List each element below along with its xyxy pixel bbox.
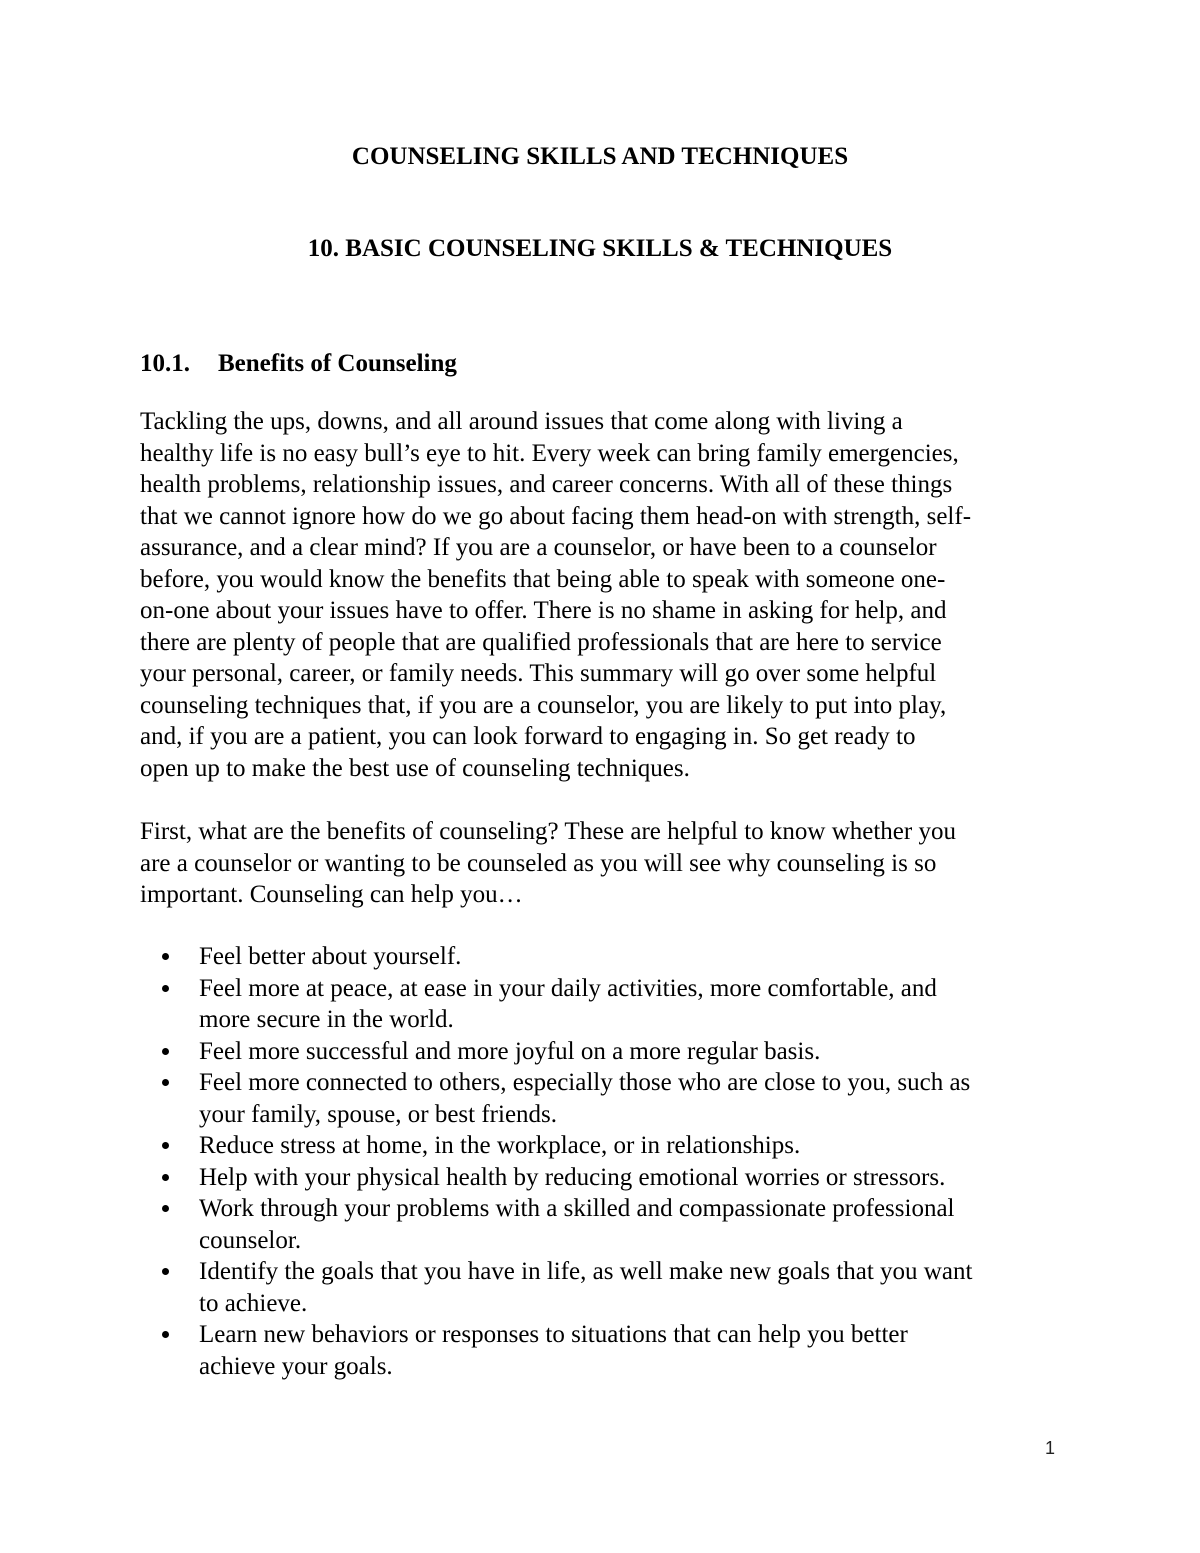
section-heading — [140, 348, 457, 380]
paragraph-line: your personal, career, or family needs. This summary will go over some helpful — [140, 660, 937, 687]
list-item-text: Work through your problems with a skilled and compassionate professional — [199, 1195, 955, 1222]
list-item-text: achieve your goals. — [199, 1352, 393, 1380]
list-item — [140, 1256, 1070, 1319]
list-item-text: Feel more successful and more joyful on a more regular basis. — [199, 1037, 821, 1065]
paragraph-line: important. Counseling can help you… — [140, 881, 523, 908]
bullet-icon — [162, 953, 169, 960]
bullet-icon — [162, 1205, 169, 1212]
paragraph-line: healthy life is no easy bull’s eye to hit. Every week can bring family emergencies, — [140, 439, 959, 467]
paragraph-line: that we cannot ignore how do we go about facing them head-on with strength, self- — [140, 502, 972, 530]
bullet-icon — [162, 1079, 169, 1086]
list-item-text: Feel more at peace, at ease in your daily activities, more comfortable, and — [199, 974, 937, 1002]
list-item — [140, 941, 1070, 973]
list-item-text: Identify the goals that you have in life, as well make new goals that you want — [199, 1258, 973, 1285]
bullet-icon — [162, 1268, 169, 1275]
list-item-text: your family, spouse, or best friends. — [199, 1100, 558, 1128]
paragraph-line: counseling techniques that, if you are a counselor, you are likely to put into play, — [140, 691, 947, 719]
list-item-text: to achieve. — [199, 1289, 308, 1317]
bullet-icon — [162, 985, 169, 992]
list-item — [140, 1319, 1070, 1382]
benefits-list — [140, 941, 1070, 1382]
paragraph-line: and, if you are a patient, you can look forward to engaging in. So get ready to — [140, 723, 916, 750]
page-number: 1 — [1045, 1438, 1056, 1458]
chapter-heading: 10. BASIC COUNSELING SKILLS & TECHNIQUES — [307, 235, 893, 262]
paragraph-line: on-one about your issues have to offer. There is no shame in asking for help, and — [140, 597, 947, 624]
benefits-intro-paragraph — [140, 816, 1070, 911]
intro-paragraph — [140, 406, 1070, 784]
list-item — [140, 973, 1070, 1036]
list-item-text: more secure in the world. — [199, 1006, 454, 1033]
section-title: Benefits of Counseling — [218, 350, 457, 377]
bullet-icon — [162, 1331, 169, 1338]
list-item — [140, 1130, 1070, 1162]
list-item — [140, 1193, 1070, 1256]
section-number: 10.1. — [140, 350, 190, 377]
list-item-text: counselor. — [199, 1226, 302, 1254]
paragraph-line: health problems, relationship issues, and career concerns. With all of these things — [140, 471, 953, 498]
list-item-text: Feel more connected to others, especially those who are close to you, such as — [199, 1069, 971, 1096]
list-item — [140, 1067, 1070, 1130]
paragraph-line: assurance, and a clear mind? If you are a counselor, or have been to a counselor — [140, 534, 937, 561]
document-title: COUNSELING SKILLS AND TECHNIQUES — [351, 143, 849, 170]
paragraph-line: open up to make the best use of counseling techniques. — [140, 754, 690, 782]
list-item-text: Learn new behaviors or responses to situations that can help you better — [199, 1321, 908, 1348]
paragraph-line: are a counselor or wanting to be counseled as you will see why counseling is so — [140, 849, 937, 877]
bullet-icon — [162, 1048, 169, 1055]
bullet-icon — [162, 1174, 169, 1181]
list-item-text: Reduce stress at home, in the workplace, or in relationships. — [199, 1132, 801, 1159]
list-item — [140, 1162, 1070, 1194]
list-item-text: Feel better about yourself. — [199, 943, 462, 970]
list-item — [140, 1036, 1070, 1068]
paragraph-line: before, you would know the benefits that being able to speak with someone one- — [140, 565, 946, 593]
paragraph-line: Tackling the ups, downs, and all around issues that come along with living a — [140, 408, 903, 435]
list-item-text: Help with your physical health by reducing emotional worries or stressors. — [199, 1163, 946, 1191]
paragraph-line: there are plenty of people that are qualified professionals that are here to service — [140, 628, 942, 656]
paragraph-line: First, what are the benefits of counseling? These are helpful to know whether you — [140, 818, 956, 845]
bullet-icon — [162, 1142, 169, 1149]
